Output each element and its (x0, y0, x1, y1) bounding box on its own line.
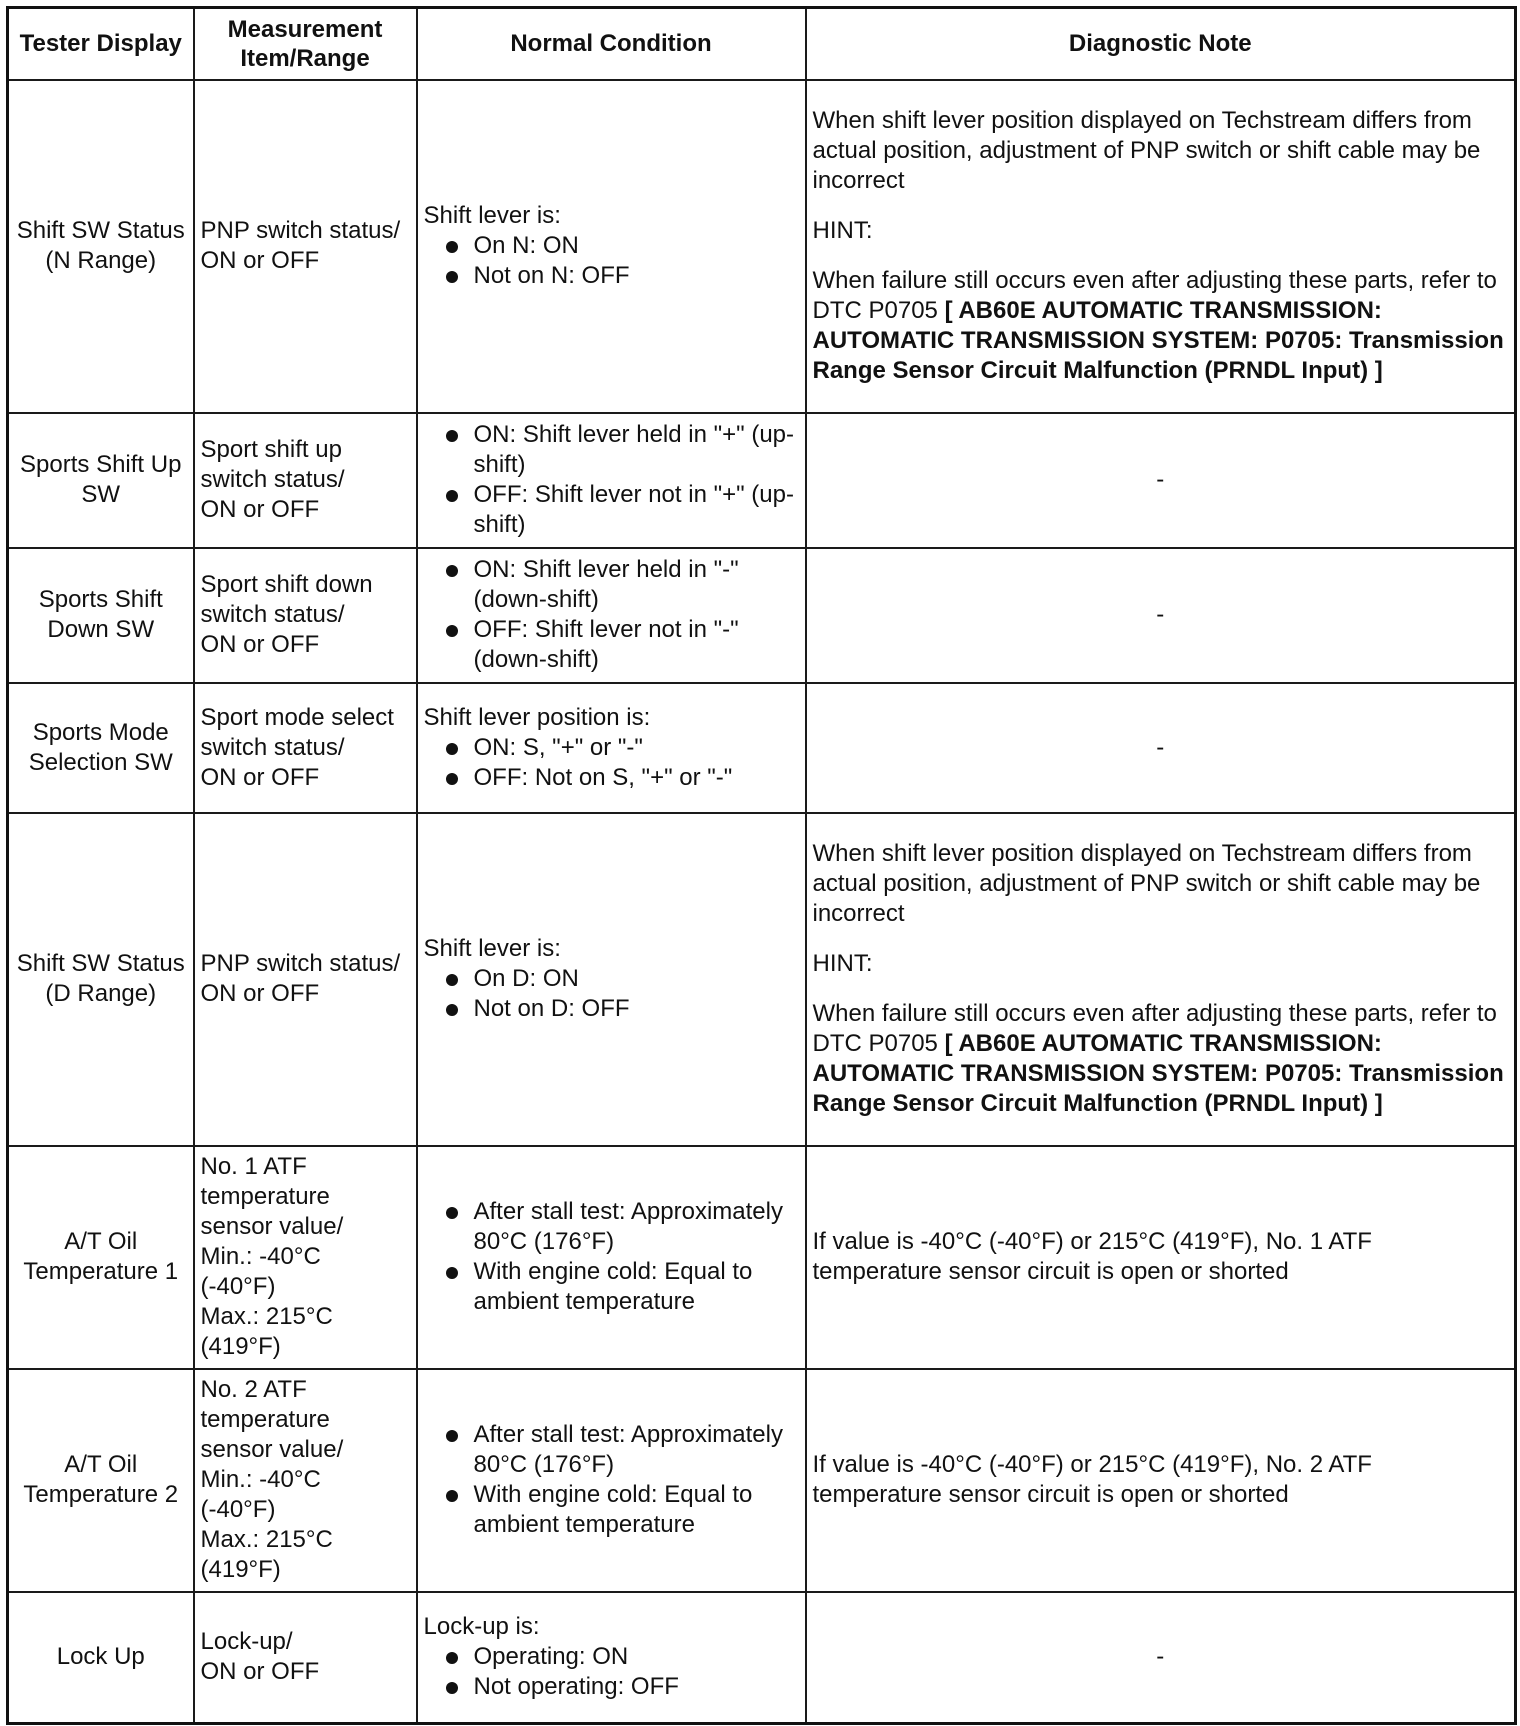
tester-display-cell (8, 1146, 194, 1369)
note-paragraph (813, 999, 1509, 1119)
measurement-cell (194, 1592, 417, 1724)
note-hint: HINT: (812, 950, 873, 977)
measurement-line: PNP switch status/ (200, 217, 401, 244)
measurement-line: ON or OFF (200, 1658, 320, 1686)
normal-condition-cell (417, 813, 806, 1146)
measurement-line: Lock-up/ (200, 1628, 293, 1656)
note-paragraph: When shift lever position displayed on Techstream differs from actual position, adjustment of PNP switch or shift cable may be incorrect (812, 840, 1481, 927)
header-normal-condition: Normal Condition (417, 8, 806, 80)
tester-display-cell (8, 813, 194, 1146)
table-row (8, 1146, 1516, 1369)
normal-condition-cell (417, 683, 806, 813)
measurement-line: switch status/ (200, 466, 345, 493)
measurement-line: ON or OFF (200, 496, 320, 523)
tester-display-text: A/T Oil Temperature 1 (23, 1228, 179, 1285)
condition-item: ON: Shift lever held in "-" (down-shift) (424, 555, 799, 615)
dtc-reference-link[interactable]: [ AB60E AUTOMATIC TRANSMISSION: AUTOMATIC TRANSMISSION SYSTEM: P0705: Transmission Range Sensor Circuit Malfunction (PRNDL Input) ] (812, 1030, 1504, 1117)
diagnostic-note-cell (806, 813, 1516, 1146)
diagnostic-note-cell: - (806, 548, 1516, 683)
diagnostic-note-cell: - (806, 1592, 1516, 1724)
condition-item: After stall test: Approximately 80°C (176°F) (424, 1197, 799, 1257)
measurement-line: Sport shift up (200, 436, 342, 463)
table-row (8, 80, 1516, 413)
diagnostic-note-cell: - (806, 413, 1516, 548)
table-row (8, 813, 1516, 1146)
tester-display-text: Sports Shift Down SW (38, 586, 163, 643)
header-tester-display: Tester Display (8, 8, 194, 80)
measurement-cell (194, 683, 417, 813)
measurement-cell (194, 413, 417, 548)
note-text: When failure still occurs even after adjusting these parts, refer to DTC P0705 (812, 267, 1497, 324)
measurement-line: Min.: -40°C (200, 1243, 321, 1270)
normal-condition-cell (417, 548, 806, 683)
note-paragraph (813, 266, 1509, 386)
condition-item: After stall test: Approximately 80°C (176°F) (424, 1420, 799, 1480)
condition-item: Not on N: OFF (424, 261, 799, 291)
measurement-line: switch status/ (200, 733, 345, 761)
measurement-line: Sport mode select (200, 703, 394, 731)
measurement-line: No. 1 ATF (200, 1153, 307, 1180)
normal-condition-cell (417, 1146, 806, 1369)
measurement-line: ON or OFF (200, 631, 320, 658)
measurement-line: temperature (200, 1406, 330, 1433)
condition-item: On N: ON (424, 231, 799, 261)
condition-item: ON: S, "+" or "-" (424, 733, 799, 763)
note-hint: HINT: (812, 217, 873, 244)
tester-display-cell (8, 683, 194, 813)
measurement-line: (-40°F) (200, 1496, 276, 1523)
tester-display-text: Sports Mode Selection SW (28, 718, 173, 776)
header-diagnostic-note: Diagnostic Note (806, 8, 1516, 80)
table-row (8, 548, 1516, 683)
normal-condition-cell (417, 80, 806, 413)
table-row (8, 1592, 1516, 1724)
measurement-cell (194, 1369, 417, 1592)
measurement-line: ON or OFF (200, 980, 320, 1007)
table-row (8, 683, 1516, 813)
normal-condition-cell (417, 413, 806, 548)
condition-lead: Shift lever is: (423, 202, 561, 229)
condition-list (424, 420, 799, 540)
condition-item: On D: ON (424, 964, 799, 994)
condition-list (424, 1197, 799, 1317)
measurement-line: Min.: -40°C (200, 1466, 321, 1493)
table-row (8, 413, 1516, 548)
tester-display-text: Shift SW Status (D Range) (16, 950, 185, 1007)
condition-item: OFF: Shift lever not in "-" (down-shift) (424, 615, 799, 675)
tester-display-cell (8, 1369, 194, 1592)
header-measurement: Measurement Item/Range (194, 8, 417, 80)
measurement-cell (194, 548, 417, 683)
note-paragraph: When shift lever position displayed on Techstream differs from actual position, adjustment of PNP switch or shift cable may be incorrect (812, 107, 1481, 194)
normal-condition-cell (417, 1592, 806, 1724)
tester-display-cell (8, 80, 194, 413)
measurement-line: Max.: 215°C (200, 1526, 333, 1553)
condition-list (424, 733, 799, 793)
measurement-line: Max.: 215°C (200, 1303, 333, 1330)
measurement-line: sensor value/ (200, 1436, 344, 1463)
diagnostic-note-cell: If value is -40°C (-40°F) or 215°C (419°F), No. 2 ATF temperature sensor circuit is open or shorted (806, 1369, 1516, 1592)
measurement-cell (194, 1146, 417, 1369)
diagnostic-note-cell: - (806, 683, 1516, 813)
condition-item: OFF: Shift lever not in "+" (up-shift) (424, 480, 799, 540)
measurement-line: PNP switch status/ (200, 950, 401, 977)
tester-display-cell (8, 1592, 194, 1724)
measurement-cell (194, 80, 417, 413)
measurement-line: No. 2 ATF (200, 1376, 307, 1403)
tester-display-text: Shift SW Status (N Range) (16, 217, 185, 274)
condition-item: Not operating: OFF (424, 1672, 799, 1702)
measurement-line: ON or OFF (200, 763, 320, 791)
condition-item: Operating: ON (424, 1642, 799, 1672)
condition-lead: Lock-up is: (423, 1613, 540, 1641)
measurement-line: sensor value/ (200, 1213, 344, 1240)
measurement-line: temperature (200, 1183, 330, 1210)
header-row (8, 8, 1516, 80)
condition-item: With engine cold: Equal to ambient temperature (424, 1257, 799, 1317)
note-text: When failure still occurs even after adjusting these parts, refer to DTC P0705 (812, 1000, 1497, 1057)
condition-list (424, 964, 799, 1024)
condition-item: OFF: Not on S, "+" or "-" (424, 763, 799, 793)
diagnostic-note-cell: If value is -40°C (-40°F) or 215°C (419°F), No. 1 ATF temperature sensor circuit is open or shorted (806, 1146, 1516, 1369)
tester-display-cell (8, 548, 194, 683)
normal-condition-cell (417, 1369, 806, 1592)
measurement-line: ON or OFF (200, 247, 320, 274)
condition-lead: Shift lever position is: (423, 703, 651, 731)
condition-item: ON: Shift lever held in "+" (up-shift) (424, 420, 799, 480)
measurement-line: switch status/ (200, 601, 345, 628)
dtc-reference-link[interactable]: [ AB60E AUTOMATIC TRANSMISSION: AUTOMATIC TRANSMISSION SYSTEM: P0705: Transmission Range Sensor Circuit Malfunction (PRNDL Input) ] (812, 297, 1504, 384)
measurement-line: Sport shift down (200, 571, 373, 598)
measurement-cell (194, 813, 417, 1146)
table-row (8, 1369, 1516, 1592)
measurement-line: (-40°F) (200, 1273, 276, 1300)
measurement-line: (419°F) (200, 1556, 281, 1583)
measurement-line: (419°F) (200, 1333, 281, 1360)
condition-item: Not on D: OFF (424, 994, 799, 1024)
tester-display-cell (8, 413, 194, 548)
condition-lead: Shift lever is: (423, 935, 561, 962)
condition-item: With engine cold: Equal to ambient temperature (424, 1480, 799, 1540)
tester-display-text: A/T Oil Temperature 2 (23, 1451, 179, 1508)
condition-list (424, 231, 799, 291)
tester-display-text: Sports Shift Up SW (20, 451, 182, 508)
condition-list (424, 555, 799, 675)
condition-list (424, 1420, 799, 1540)
data-list-table (6, 6, 1517, 1725)
condition-list (424, 1642, 799, 1702)
diagnostic-note-cell (806, 80, 1516, 413)
tester-display-text: Lock Up (56, 1643, 145, 1671)
